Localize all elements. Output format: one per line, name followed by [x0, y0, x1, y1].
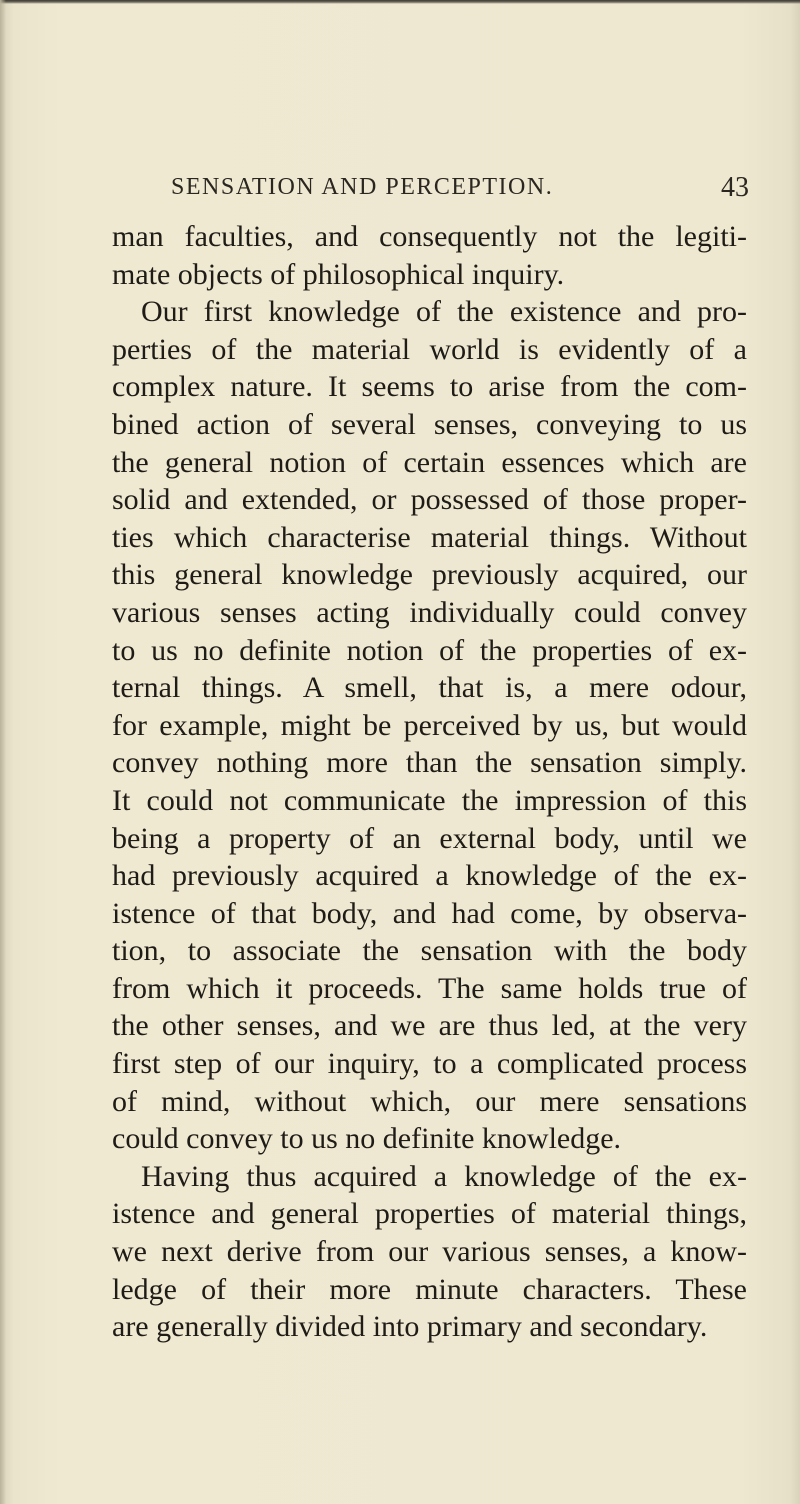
text-line: tion, to associate the sensation with the body	[112, 934, 747, 968]
page-gutter-shadow	[0, 0, 6, 1504]
text-line: the other senses, and we are thus led, at the very	[112, 1009, 747, 1043]
text-line: solid and extended, or possessed of those proper-	[112, 483, 747, 517]
text-line: are generally divided into primary and secondary.	[112, 1310, 708, 1344]
text-line: the general notion of certain essences which are	[112, 445, 747, 479]
text-line: Having thus acquired a knowledge of the ex-	[141, 1159, 747, 1193]
text-line: istence of that body, and had come, by observa-	[112, 896, 747, 930]
text-line: ternal things. A smell, that is, a mere odour,	[112, 671, 747, 705]
text-line: mate objects of philosophical inquiry.	[112, 257, 565, 291]
text-line: we next derive from our various senses, a know-	[112, 1235, 747, 1269]
text-line: istence and general properties of material things,	[112, 1197, 747, 1231]
text-line: from which it proceeds. The same holds true of	[112, 971, 747, 1005]
text-line: perties of the material world is evidently of a	[112, 332, 747, 366]
text-line: had previously acquired a knowledge of the ex-	[112, 859, 747, 893]
text-line: convey nothing more than the sensation simply.	[112, 746, 747, 780]
body-text	[112, 218, 747, 1346]
text-line: It could not communicate the impression of this	[112, 783, 747, 817]
text-line: for example, might be perceived by us, but would	[112, 708, 747, 742]
text-line: of mind, without which, our mere sensations	[112, 1084, 747, 1118]
page-top-edge	[0, 0, 800, 4]
running-head-title: SENSATION AND PERCEPTION.	[171, 174, 554, 200]
page-number: 43	[721, 172, 749, 203]
text-line: bined action of several senses, conveying to us	[112, 407, 747, 441]
text-line: this general knowledge previously acquired, our	[112, 558, 747, 592]
text-line: ledge of their more minute characters. These	[112, 1272, 747, 1306]
text-line: Our first knowledge of the existence and pro-	[141, 295, 747, 329]
text-line: complex nature. It seems to arise from the com-	[112, 370, 747, 404]
text-line: first step of our inquiry, to a complicated process	[112, 1047, 747, 1081]
text-line: could convey to us no definite knowledge.	[112, 1122, 622, 1156]
text-line: ties which characterise material things. Without	[112, 520, 747, 554]
text-line: man faculties, and consequently not the legiti-	[112, 220, 747, 253]
running-head	[0, 174, 800, 204]
text-line: being a property of an external body, until we	[112, 821, 747, 855]
text-line: to us no definite notion of the properties of ex-	[112, 633, 747, 667]
text-line: various senses acting individually could convey	[112, 595, 747, 629]
